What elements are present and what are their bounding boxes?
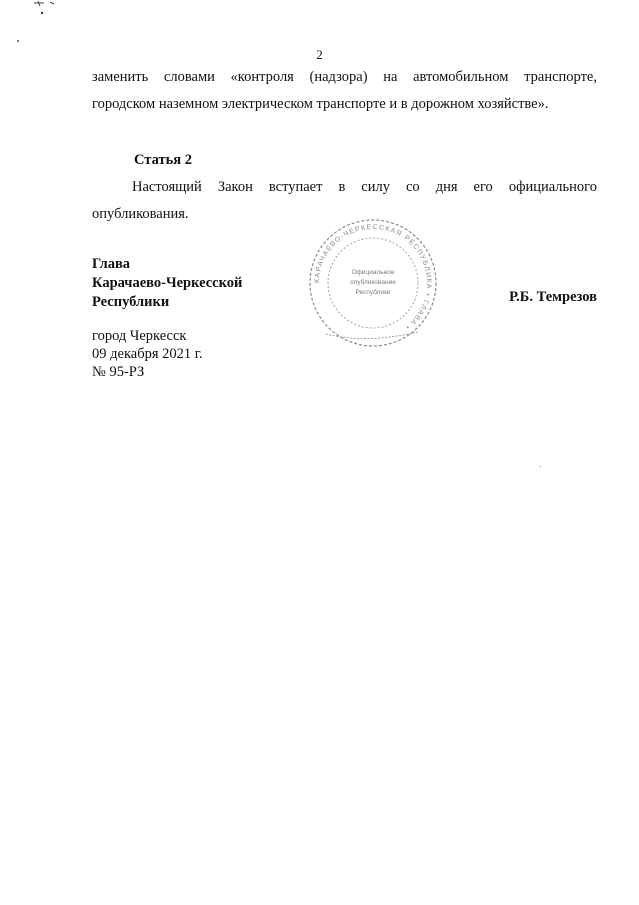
date: 09 декабря 2021 г. <box>92 346 203 362</box>
paragraph-line: Настоящий Закон вступает в силу со дня его официального <box>132 179 597 195</box>
paragraph-continuation <box>92 64 597 118</box>
paragraph-line: заменить словами «контроля (надзора) на автомобильном транспорте, <box>92 69 597 85</box>
paragraph-line: опубликования. <box>92 206 189 222</box>
seal-inner-text: Республики <box>355 289 391 296</box>
seal-ring-text: КАРАЧАЕВО-ЧЕРКЕССКАЯ РЕСПУБЛИКА • ГЛАВА • <box>313 223 433 331</box>
page-number: 2 <box>316 47 323 62</box>
scan-artifact-dot <box>17 40 19 42</box>
signatory-title <box>92 255 242 312</box>
signatory-title-line: Глава <box>92 256 131 272</box>
scan-artifact-dot <box>540 466 541 467</box>
law-number: № 95-РЗ <box>92 364 145 380</box>
signatory-title-line: Республики <box>92 294 170 310</box>
seal-inner-text: Официальное <box>351 269 395 276</box>
official-seal <box>306 216 440 350</box>
seal-inner-text: опубликование <box>350 279 396 286</box>
city: город Черкесск <box>92 328 187 344</box>
signatory-title-line: Карачаево-Черкесской <box>92 275 243 291</box>
signer-name: Р.Б. Темрезов <box>509 289 597 305</box>
article-heading: Статья 2 <box>134 152 192 168</box>
scan-artifact-mark <box>30 0 60 20</box>
place-date-number <box>92 327 203 381</box>
paragraph-line: городском наземном электрическом транспорте и в дорожном хозяйстве». <box>92 96 549 112</box>
